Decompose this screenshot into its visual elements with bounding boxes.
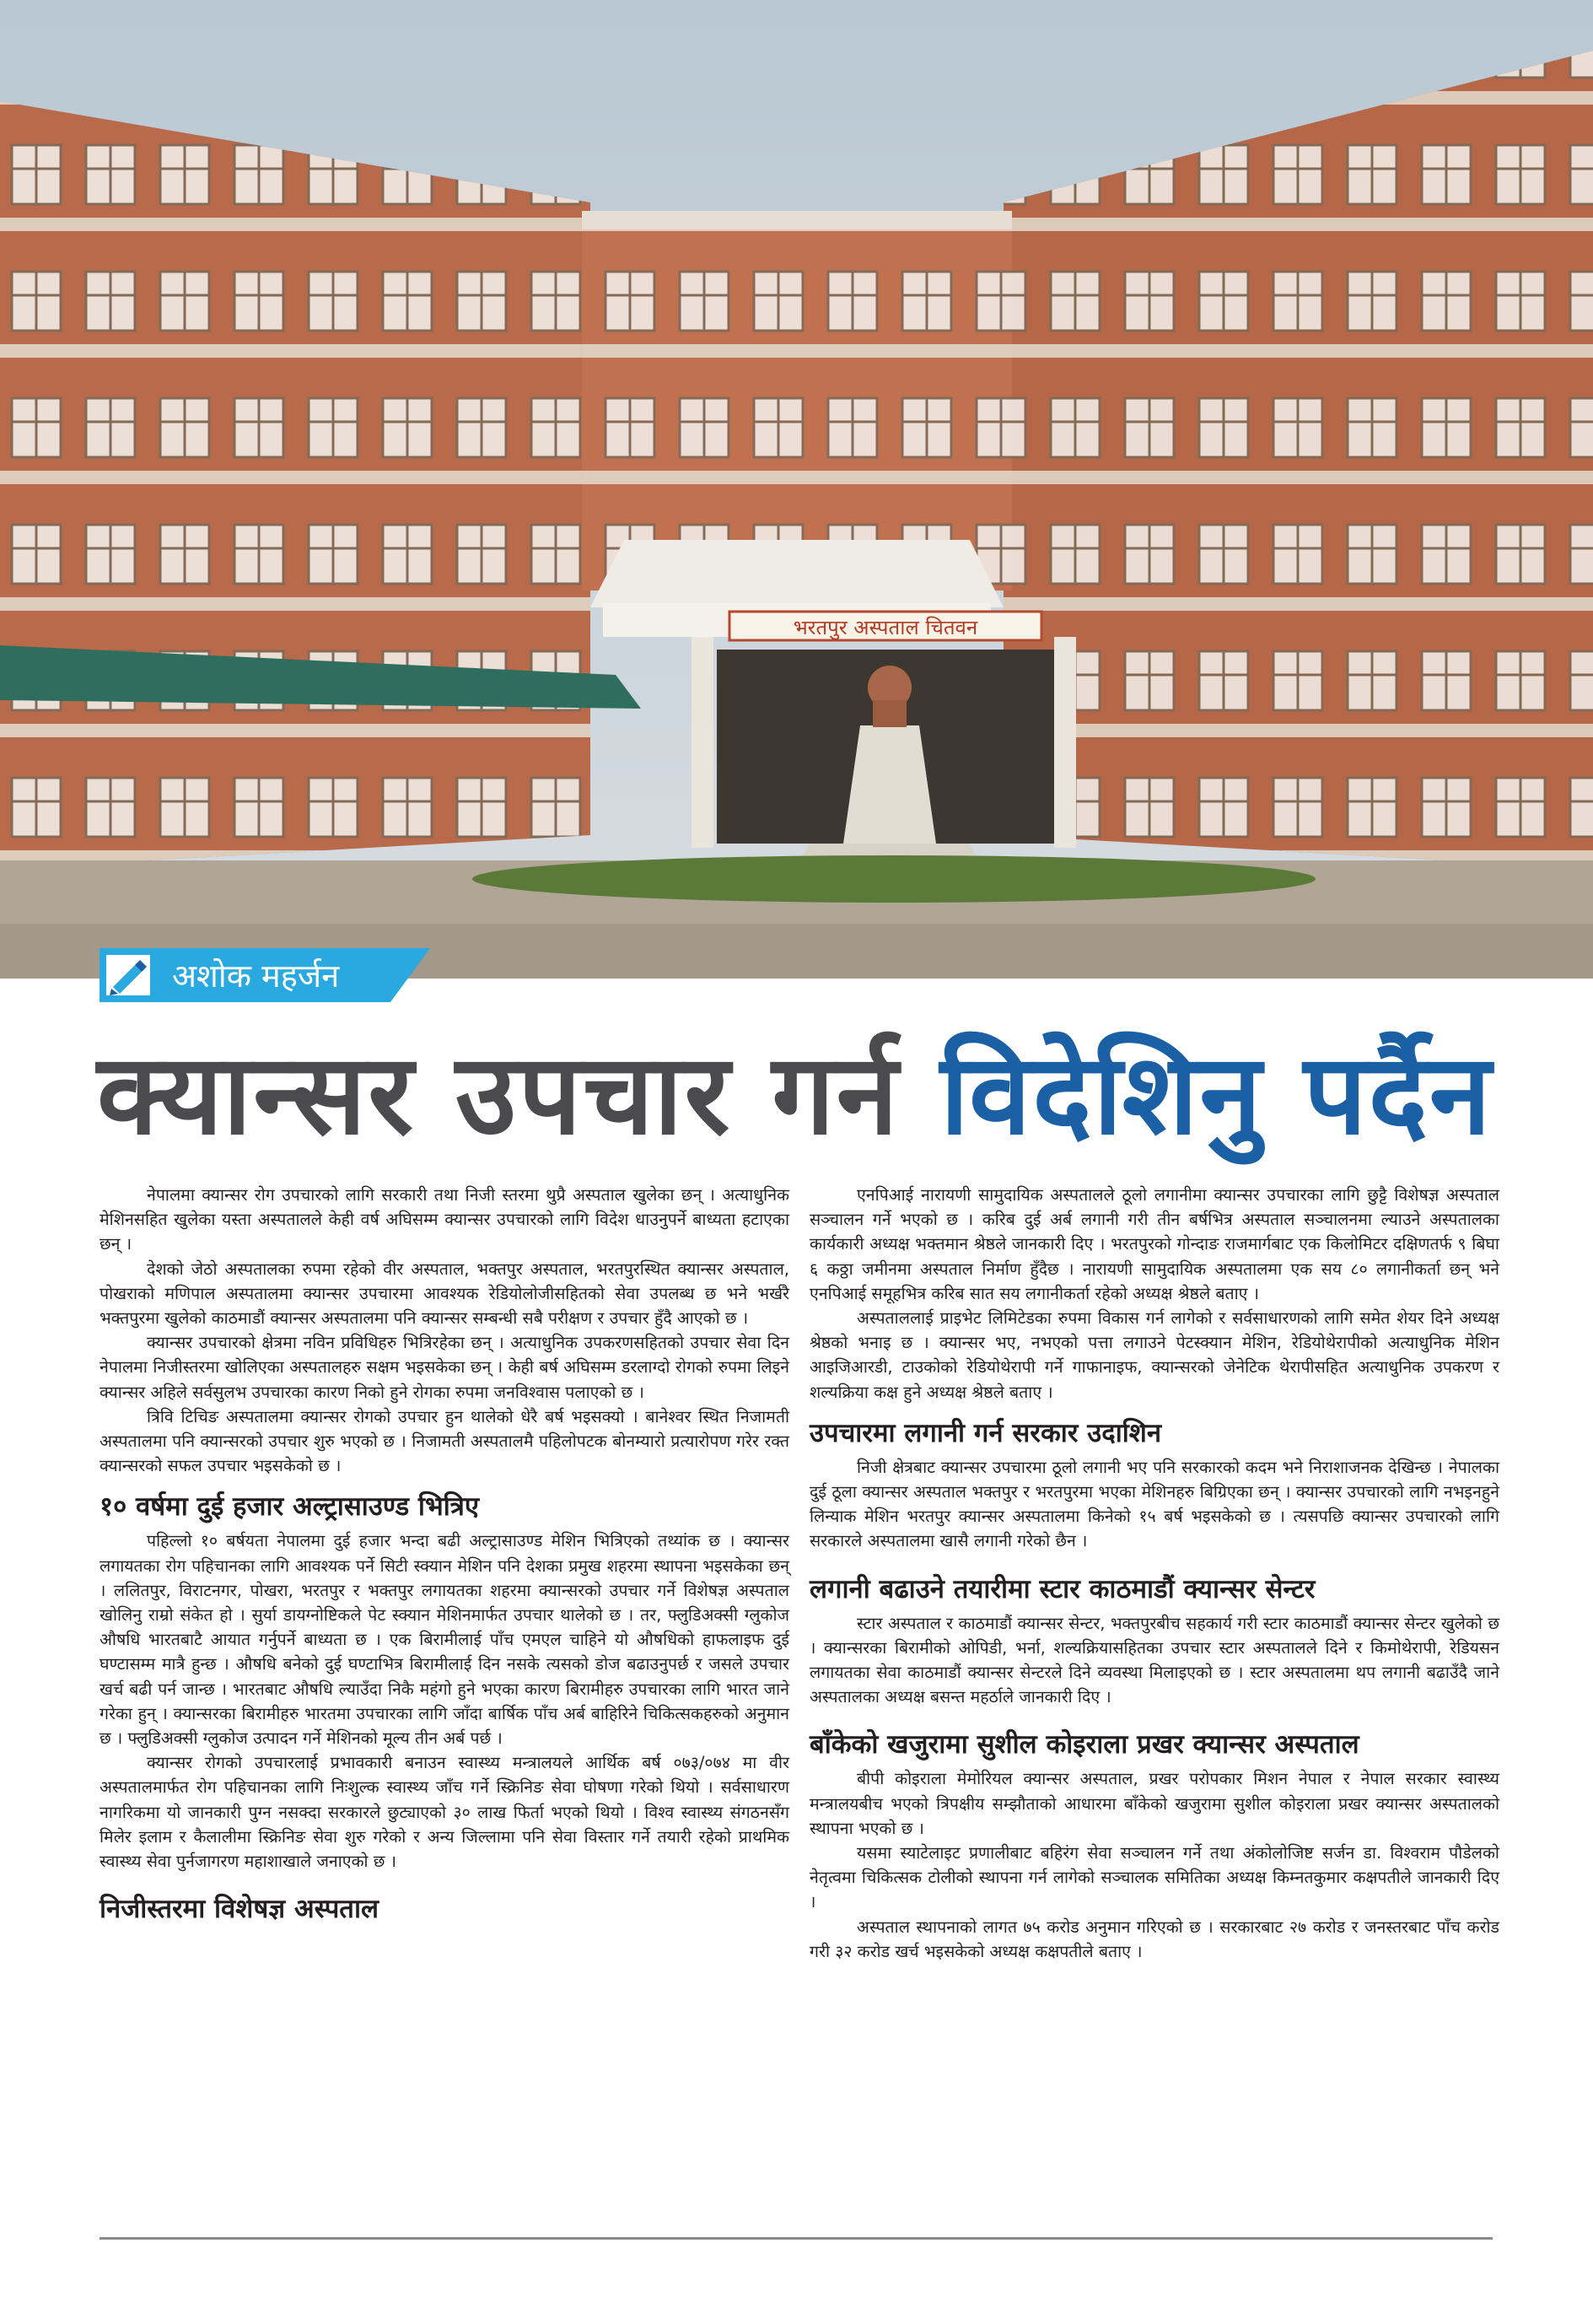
author-name: अशोक महर्जन <box>172 957 340 995</box>
pen-icon <box>106 955 150 995</box>
paragraph: निजी क्षेत्रबाट क्यान्सर उपचारमा ठूलो लगानी भए पनि सरकारको कदम भने निराशाजनक देखिन्छ । नेपालका दुई ठूला क्यान्सर अस्पताल भक्तपुर र भरतपुरमा भएका मेशिनहरु बिग्रिएका छन् । क्यान्सर उपचारको लागि नभइनहुने लिन्याक मेशिन भरतपुर क्यान्सर अस्पतालमा किनेको १५ बर्ष भइसकेको छ । त्यसपछि क्यान्सर उपचारको लागि सरकारले अस्पतालमा खासै लगानी गरेको छैन । <box>810 1457 1499 1551</box>
hero-photo <box>0 0 1593 979</box>
section-heading: उपचारमा लगानी गर्न सरकार उदाशिन <box>810 1417 1162 1448</box>
headline <box>97 1027 1522 1162</box>
section-heading: लगानी बढाउने तयारीमा स्टार काठमाडौं क्यान्सर सेन्टर <box>810 1573 1316 1604</box>
building-sign: भरतपुर अस्पताल चितवन <box>793 616 978 639</box>
paragraph: अस्पताललाई प्राइभेट लिमिटेडका रुपमा विकास गर्न लागेको र सर्वसाधारणको लागि समेत शेयर दिने अध्यक्ष श्रेष्ठको भनाइ छ । क्यान्सर भए, नभएको पत्ता लगाउने पेटस्क्यान मेशिन, रेडियोथेरापीको अत्याधुनिक मेशिन आइजिआरडी, टाउकोको रेडियोथेरापी गर्ने गाफानाइफ, क्यान्सरको जेनेटिक थेरापीसहित अत्याधुनिक उपकरण र शल्यक्रिया कक्ष हुने अध्यक्ष श्रेष्ठले बताए । <box>810 1308 1499 1402</box>
paragraph: नेपालमा क्यान्सर रोग उपचारको लागि सरकारी तथा निजी स्तरमा थुप्रै अस्पताल खुलेका छन् । अत्याधुनिक मेशिनसहित खुलेका यस्ता अस्पतालले केही वर्ष अघिसम्म क्यान्सर उपचारको लागि विदेश धाउनुपर्ने बाध्यता हटाएका छन् । <box>100 1185 789 1254</box>
paragraph: पहिल्लो १० बर्षयता नेपालमा दुई हजार भन्दा बढी अल्ट्रासाउण्ड मेशिन भित्रिएको तथ्यांक छ । क्यान्सर लगायतका रोग पहिचानका लागि आवश्यक पर्ने सिटी स्क्यान मेशिन पनि देशका प्रमुख शहरमा स्थापना भइसकेका छन् । ललितपुर, विराटनगर, पोखरा, भरतपुर र भक्तपुर लगायतका शहरमा क्यान्सरको उपचार गर्ने विशेषज्ञ अस्पताल खोलिनु राम्रो संकेत हो । सुर्या डायग्नोष्टिकले पेट स्क्यान मेशिनमार्फत उपचार थालेको छ । तर, फ्लुडिअक्सी ग्लुकोज औषधि भारतबाटै आयात गर्नुपर्ने बाध्यता छ । एक बिरामीलाई पाँच एमएल चाहिने यो औषधिको हाफलाइफ दुई घण्टासम्म मात्रै हुन्छ । औषधि बनेको दुई घण्टाभित्र बिरामीलाई दिन नसके त्यसको डोज बढाउनुपर्छ र जसले उपचार खर्च बढी पर्न जान्छ । भारतबाट औषधि ल्याउँदा निकै महंगो हुने भएका कारण बिरामीहरु उपचारका लागि भारत जाने गरेका हुन् । क्यान्सरका बिरामीहरु भारतमा उपचारका लागि जाँदा बार्षिक पाँच अर्ब बाहिरिने चिकित्सकहरुको अनुमान छ । फ्लुडिअक्सी ग्लुकोज उत्पादन गर्ने मेशिनको मूल्य तीन अर्ब पर्छ । <box>100 1531 789 1749</box>
paragraph: क्यान्सर उपचारको क्षेत्रमा नविन प्रविधिहरु भित्रिरहेका छन् । अत्याधुनिक उपकरणसहितको उपचार सेवा दिन नेपालमा निजीस्तरमा खोलिएका अस्पतालहरु सक्षम भइसकेका छन् । केही बर्ष अघिसम्म डरलाग्दो रोगको रुपमा लिइने क्यान्सर अहिले सर्वसुलभ उपचारका कारण निको हुने रोगका रुपमा जनविश्वास पलाएको छ । <box>100 1333 789 1402</box>
headline-part-1: क्यान्सर उपचार गर्न <box>97 1030 900 1160</box>
paragraph: क्यान्सर रोगको उपचारलाई प्रभावकारी बनाउन स्वास्थ्य मन्त्रालयले आर्थिक बर्ष ०७३/०७४ मा वीर अस्पतालमार्फत रोग पहिचानका लागि निःशुल्क स्वास्थ्य जाँच गर्ने स्क्रिनिङ सेवा घोषणा गरेको थियो । सर्वसाधारण नागरिकमा यो जानकारी पुग्न नसक्दा सरकारले छुट्याएको ३० लाख फिर्ता भएको थियो । विश्व स्वास्थ्य संगठनसँग मिलेर इलाम र कैलालीमा स्क्रिनिङ सेवा शुरु गरेको र अन्य जिल्लामा पनि सेवा विस्तार गर्ने तयारी रहेको प्राथमिक स्वास्थ्य सेवा पुर्नजागरण महाशाखाले जनाएको छ । <box>100 1753 789 1872</box>
footer-rule <box>100 2237 1493 2240</box>
section-heading: १० वर्षमा दुई हजार अल्ट्रासाउण्ड भित्रिए <box>100 1491 480 1523</box>
paragraph: एनपिआई नारायणी सामुदायिक अस्पतालले ठूलो लगानीमा क्यान्सर उपचारका लागि छुट्टै विशेषज्ञ अस्पताल सञ्चालन गर्ने भएको छ । करिब दुई अर्ब लगानी गरी तीन बर्षभित्र अस्पताल सञ्चालनमा ल्याउने अस्पतालका कार्यकारी अध्यक्ष भक्तमान श्रेष्ठले जानकारी दिए । भरतपुरको गोन्दाङ राजमार्गबाट एक किलोमिटर दक्षिणतर्फ ९ बिघा ६ कठ्ठा जमीनमा अस्पताल निर्माण हुँदैछ । नारायणी सामुदायिक अस्पतालमा एक सय ८० लगानीकर्ता छन् भने एनपिआई समूहभित्र करिब सात सय लगानीकर्ता रहेको अध्यक्ष श्रेष्ठले बताए । <box>810 1185 1499 1303</box>
section-heading: बाँकेको खजुरामा सुशील कोइराला प्रखर क्यान्सर अस्पताल <box>810 1729 1359 1761</box>
paragraph: अस्पताल स्थापनाको लागत ७५ करोड अनुमान गरिएको छ । सरकारबाट २७ करोड र जनस्तरबाट पाँच करोड गरी ३२ करोड खर्च भइसकेको अध्यक्ष कक्षपतीले बताए । <box>810 1917 1499 1961</box>
paragraph: देशको जेठो अस्पतालका रुपमा रहेको वीर अस्पताल, भक्तपुर अस्पताल, भरतपुरस्थित क्यान्सर अस्पताल, पोखराको मणिपाल अस्पतालमा क्यान्सर उपचारमा आवश्यक रेडियोलोजीसहितको सेवा उपलब्ध छ भने भर्खरै भक्तपुरमा खुलेको काठमाडौं क्यान्सर अस्पतालमा पनि क्यान्सर सम्बन्धी सबै परीक्षण र उपचार हुँदै आएको छ । <box>100 1259 789 1329</box>
section-heading: निजीस्तरमा विशेषज्ञ अस्पताल <box>100 1894 379 1925</box>
author-tag <box>100 948 430 1002</box>
paragraph: बीपी कोइराला मेमोरियल क्यान्सर अस्पताल, प्रखर परोपकार मिशन नेपाल र नेपाल सरकार स्वास्थ्य मन्त्रालयबीच भएको त्रिपक्षीय सम्झौताको आधारमा बाँकेको खजुरामा सुशील कोइराला प्रखर क्यान्सर अस्पतालको स्थापना भएको छ । <box>810 1769 1499 1838</box>
paragraph: स्टार अस्पताल र काठमाडौं क्यान्सर सेन्टर, भक्तपुरबीच सहकार्य गरी स्टार काठमाडौं क्यान्सर सेन्टर खुलेको छ । क्यान्सरका बिरामीको ओपिडी, भर्ना, शल्यक्रियासहितका उपचार स्टार अस्पतालले दिने र किमोथेरापी, रेडियसन लगायतका सेवा काठमाडौं क्यान्सर सेन्टरले दिने व्यवस्था मिलाइएको छ । स्टार अस्पतालमा थप लगानी बढाउँदै जाने अस्पतालका अध्यक्ष बसन्त महर्ठाले जानकारी दिए । <box>810 1613 1499 1707</box>
right-column <box>810 1183 1499 1964</box>
paragraph: त्रिवि टिचिङ अस्पतालमा क्यान्सर रोगको उपचार हुन थालेको धेरै बर्ष भइसक्यो । बानेश्वर स्थित निजामती अस्पतालमा पनि क्यान्सरको उपचार शुरु भएको छ । निजामती अस्पतालमै पहिलोपटक बोनम्यारो प्रत्यारोपण गरेर रक्त क्यान्सरको सफल उपचार भइसकेको छ । <box>100 1406 789 1476</box>
headline-part-2: विदेशिनु पर्दैन <box>939 1030 1493 1160</box>
left-column <box>100 1183 789 1931</box>
paragraph: यसमा स्याटेलाइट प्रणालीबाट बहिरंग सेवा सञ्चालन गर्ने तथा अंकोलोजिष्ट सर्जन डा. विश्वराम पौडेलको नेतृत्वमा चिकित्सक टोलीको स्थापना गर्न लागेको सञ्चालक समितिका अध्यक्ष किम्नतकुमार कक्षपतीले जानकारी दिए । <box>810 1843 1499 1912</box>
